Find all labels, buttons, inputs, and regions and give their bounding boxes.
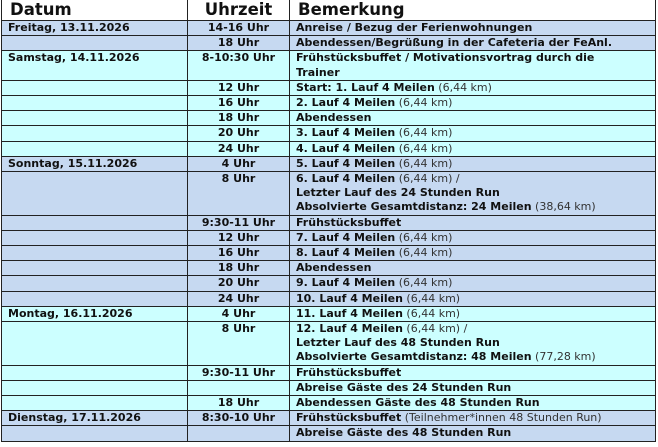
time-cell: 8 Uhr bbox=[188, 172, 290, 216]
date-cell bbox=[2, 396, 188, 411]
remark-cell bbox=[290, 111, 656, 126]
table-row bbox=[2, 141, 656, 156]
remark-line bbox=[296, 36, 655, 50]
time-cell: 20 Uhr bbox=[188, 126, 290, 141]
remark-cell bbox=[290, 215, 656, 230]
time-cell bbox=[188, 380, 290, 395]
time-cell: 9:30-11 Uhr bbox=[188, 365, 290, 380]
remark-bold: Abendessen bbox=[296, 111, 372, 125]
remark-line bbox=[296, 411, 655, 425]
remark-bold: Frühstücksbuffet bbox=[296, 215, 402, 229]
remark-line bbox=[296, 216, 655, 230]
schedule-table bbox=[1, 0, 656, 442]
schedule-body bbox=[2, 21, 656, 442]
remark-note: (Teilnehmer*innen 48 Stunden Run) bbox=[404, 411, 602, 425]
remark-bold: 3. Lauf 4 Meilen bbox=[296, 126, 396, 140]
remark-bold: Abendessen/Begrüßung in der Cafeteria der FeAnl. bbox=[296, 36, 613, 50]
table-row bbox=[2, 36, 656, 51]
table-row bbox=[2, 291, 656, 306]
remark-bold: Abendessen Gäste des 48 Stunden Run bbox=[296, 396, 540, 410]
remark-note: (6,44 km) / bbox=[398, 172, 460, 186]
remark-line bbox=[296, 111, 655, 125]
remark-cell bbox=[290, 365, 656, 380]
header-row bbox=[2, 0, 656, 21]
table-row bbox=[2, 51, 656, 80]
remark-bold: 5. Lauf 4 Meilen bbox=[296, 156, 396, 170]
remark-line bbox=[296, 336, 655, 350]
time-cell: 24 Uhr bbox=[188, 141, 290, 156]
remark-line bbox=[296, 81, 655, 95]
remark-note: (6,44 km) bbox=[438, 80, 492, 94]
remark-bold: Letzter Lauf des 48 Stunden Run bbox=[296, 336, 500, 350]
remark-note: (6,44 km) bbox=[398, 141, 453, 155]
remark-note: (6,44 km) bbox=[398, 96, 453, 110]
remark-line bbox=[296, 307, 655, 321]
date-cell: Samstag, 14.11.2026 bbox=[2, 51, 188, 80]
remark-line bbox=[296, 142, 655, 156]
remark-bold: 8. Lauf 4 Meilen bbox=[296, 246, 396, 260]
remark-line bbox=[296, 172, 655, 186]
table-row bbox=[2, 111, 656, 126]
remark-cell bbox=[290, 306, 656, 321]
remark-line bbox=[296, 276, 655, 290]
remark-line bbox=[296, 381, 655, 395]
time-cell: 18 Uhr bbox=[188, 111, 290, 126]
remark-bold: Abreise Gäste des 24 Stunden Run bbox=[296, 380, 512, 394]
date-cell bbox=[2, 291, 188, 306]
table-row bbox=[2, 426, 656, 441]
remark-line bbox=[296, 350, 655, 364]
table-row bbox=[2, 230, 656, 245]
date-cell bbox=[2, 215, 188, 230]
remark-bold: 10. Lauf 4 Meilen bbox=[296, 291, 403, 305]
remark-bold: 12. Lauf 4 Meilen bbox=[296, 322, 403, 336]
date-cell bbox=[2, 365, 188, 380]
date-cell bbox=[2, 126, 188, 141]
remark-cell bbox=[290, 96, 656, 111]
time-cell: 4 Uhr bbox=[188, 156, 290, 171]
date-cell bbox=[2, 276, 188, 291]
date-cell: Freitag, 13.11.2026 bbox=[2, 21, 188, 36]
date-cell bbox=[2, 246, 188, 261]
table-row bbox=[2, 126, 656, 141]
table-row bbox=[2, 261, 656, 276]
remark-bold: 7. Lauf 4 Meilen bbox=[296, 230, 396, 244]
remark-line bbox=[296, 157, 655, 171]
table-row bbox=[2, 156, 656, 171]
remark-line bbox=[296, 246, 655, 260]
remark-cell bbox=[290, 411, 656, 426]
remark-line bbox=[296, 200, 655, 214]
remark-line bbox=[296, 366, 655, 380]
table-row bbox=[2, 96, 656, 111]
remark-note: (6,44 km) / bbox=[406, 322, 468, 336]
table-row bbox=[2, 21, 656, 36]
table-row bbox=[2, 380, 656, 395]
time-cell: 20 Uhr bbox=[188, 276, 290, 291]
remark-line bbox=[296, 21, 655, 35]
time-cell: 12 Uhr bbox=[188, 80, 290, 95]
header-time: Uhrzeit bbox=[188, 0, 290, 21]
table-row bbox=[2, 396, 656, 411]
time-cell: 8:30-10 Uhr bbox=[188, 411, 290, 426]
date-cell bbox=[2, 322, 188, 366]
remark-cell bbox=[290, 126, 656, 141]
time-cell: 16 Uhr bbox=[188, 96, 290, 111]
remark-bold: Frühstücksbuffet bbox=[296, 411, 402, 425]
date-cell bbox=[2, 172, 188, 216]
remark-bold: 6. Lauf 4 Meilen bbox=[296, 172, 396, 186]
date-cell bbox=[2, 141, 188, 156]
remark-line bbox=[296, 126, 655, 140]
remark-bold: Abreise Gäste des 48 Stunden Run bbox=[296, 426, 512, 440]
remark-cell bbox=[290, 276, 656, 291]
time-cell: 18 Uhr bbox=[188, 261, 290, 276]
date-cell bbox=[2, 111, 188, 126]
remark-note: (77,28 km) bbox=[535, 350, 596, 364]
date-cell bbox=[2, 36, 188, 51]
time-cell: 12 Uhr bbox=[188, 230, 290, 245]
remark-bold: Start: 1. Lauf 4 Meilen bbox=[296, 80, 435, 94]
header-remark: Bemerkung bbox=[290, 0, 656, 21]
remark-cell bbox=[290, 80, 656, 95]
remark-cell bbox=[290, 246, 656, 261]
remark-note: (6,44 km) bbox=[398, 276, 453, 290]
remark-cell bbox=[290, 21, 656, 36]
remark-bold: Absolvierte Gesamtdistanz: 24 Meilen bbox=[296, 200, 532, 214]
remark-bold: Absolvierte Gesamtdistanz: 48 Meilen bbox=[296, 350, 532, 364]
remark-cell bbox=[290, 291, 656, 306]
remark-note: (6,44 km) bbox=[406, 306, 461, 320]
remark-line bbox=[296, 51, 655, 65]
remark-line bbox=[296, 231, 655, 245]
remark-bold: Trainer bbox=[296, 65, 340, 79]
time-cell: 18 Uhr bbox=[188, 36, 290, 51]
remark-cell bbox=[290, 261, 656, 276]
remark-line bbox=[296, 322, 655, 336]
table-row bbox=[2, 246, 656, 261]
remark-note: (6,44 km) bbox=[398, 126, 453, 140]
table-row bbox=[2, 306, 656, 321]
time-cell: 16 Uhr bbox=[188, 246, 290, 261]
remark-bold: Abendessen bbox=[296, 261, 372, 275]
remark-cell bbox=[290, 156, 656, 171]
time-cell: 4 Uhr bbox=[188, 306, 290, 321]
table-row bbox=[2, 276, 656, 291]
remark-bold: Letzter Lauf des 24 Stunden Run bbox=[296, 186, 500, 200]
time-cell bbox=[188, 426, 290, 441]
table-row bbox=[2, 215, 656, 230]
time-cell: 18 Uhr bbox=[188, 396, 290, 411]
remark-bold: 4. Lauf 4 Meilen bbox=[296, 141, 396, 155]
remark-bold: Frühstücksbuffet bbox=[296, 365, 402, 379]
date-cell: Sonntag, 15.11.2026 bbox=[2, 156, 188, 171]
remark-bold: Frühstücksbuffet / Motivationsvortrag durch die bbox=[296, 51, 595, 65]
time-cell: 8-10:30 Uhr bbox=[188, 51, 290, 80]
remark-cell bbox=[290, 380, 656, 395]
remark-cell bbox=[290, 322, 656, 366]
date-cell bbox=[2, 80, 188, 95]
remark-note: (6,44 km) bbox=[398, 246, 453, 260]
table-row bbox=[2, 80, 656, 95]
remark-note: (6,44 km) bbox=[406, 291, 461, 305]
remark-note: (38,64 km) bbox=[535, 200, 596, 214]
date-cell: Montag, 16.11.2026 bbox=[2, 306, 188, 321]
remark-cell bbox=[290, 172, 656, 216]
remark-line bbox=[296, 396, 655, 410]
remark-note: (6,44 km) bbox=[398, 230, 453, 244]
remark-line bbox=[296, 66, 655, 80]
header-date: Datum bbox=[2, 0, 188, 21]
time-cell: 14-16 Uhr bbox=[188, 21, 290, 36]
remark-line bbox=[296, 96, 655, 110]
remark-cell bbox=[290, 426, 656, 441]
remark-cell bbox=[290, 230, 656, 245]
date-cell bbox=[2, 230, 188, 245]
remark-cell bbox=[290, 51, 656, 80]
time-cell: 9:30-11 Uhr bbox=[188, 215, 290, 230]
remark-line bbox=[296, 186, 655, 200]
date-cell bbox=[2, 96, 188, 111]
table-row bbox=[2, 365, 656, 380]
table-row bbox=[2, 172, 656, 216]
remark-line bbox=[296, 292, 655, 306]
remark-bold: Anreise / Bezug der Ferienwohnungen bbox=[296, 21, 533, 34]
date-cell bbox=[2, 380, 188, 395]
table-row bbox=[2, 322, 656, 366]
remark-line bbox=[296, 426, 655, 440]
remark-cell bbox=[290, 36, 656, 51]
remark-note: (6,44 km) bbox=[398, 156, 453, 170]
time-cell: 24 Uhr bbox=[188, 291, 290, 306]
table-row bbox=[2, 411, 656, 426]
date-cell bbox=[2, 426, 188, 441]
remark-cell bbox=[290, 396, 656, 411]
remark-line bbox=[296, 261, 655, 275]
date-cell: Dienstag, 17.11.2026 bbox=[2, 411, 188, 426]
remark-bold: 9. Lauf 4 Meilen bbox=[296, 276, 396, 290]
time-cell: 8 Uhr bbox=[188, 322, 290, 366]
date-cell bbox=[2, 261, 188, 276]
remark-bold: 11. Lauf 4 Meilen bbox=[296, 306, 403, 320]
remark-bold: 2. Lauf 4 Meilen bbox=[296, 96, 396, 110]
remark-cell bbox=[290, 141, 656, 156]
